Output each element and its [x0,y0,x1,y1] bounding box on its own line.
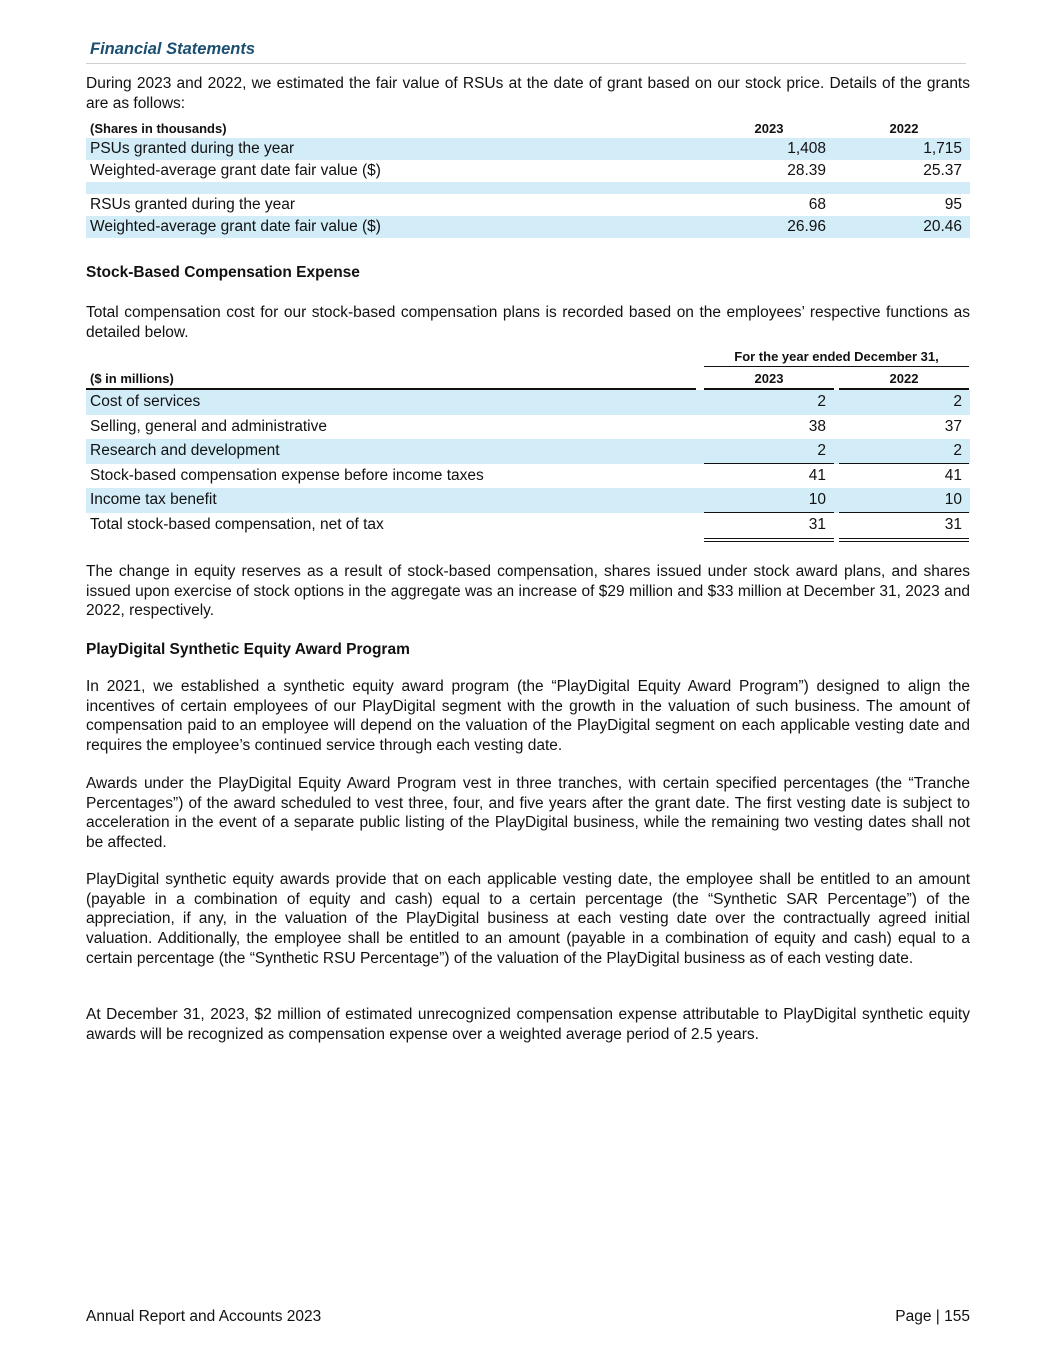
paragraph [86,774,970,853]
table-row [86,194,970,216]
cell-2023: 10 [808,491,826,508]
table-row [86,415,970,440]
section-heading: Stock-Based Compensation Expense [86,264,360,281]
cell-2023: 1,408 [787,140,826,157]
cell-2023: 31 [808,515,826,533]
row-label: Income tax benefit [90,491,217,508]
paragraph-text: Awards under the PlayDigital Equity Award Program vest in three tranches, with certain specified percentages (the “Tranche Percentages”) of the award scheduled to vest three, four, and five years after the grant date. The first vesting date is subject to acceleration in the event of a separate public listing of the PlayDigital business, while the remaining two vesting dates shall not be affected. [86,775,970,852]
column-header-label: (Shares in thousands) [90,121,227,136]
playdigital-section [86,641,970,659]
header-divider [86,63,966,64]
paragraph [86,1005,970,1044]
cell-2023: 2 [817,393,826,410]
total-double-rule [839,541,969,542]
period-header-row [86,346,970,366]
footer-page-number: Page | 155 [895,1308,970,1325]
row-label: PSUs granted during the year [90,140,295,157]
cell-2022: 2 [953,442,962,459]
grants-table [86,118,970,238]
column-header-label: ($ in millions) [90,371,174,386]
column-header-2022: 2022 [889,371,919,386]
cell-2022: 25.37 [923,162,962,179]
table-row [86,439,970,464]
table-row [86,513,970,538]
column-header-2022: 2022 [889,121,919,136]
cell-2023: 28.39 [787,162,826,179]
footer-left: Annual Report and Accounts 2023 [86,1308,322,1325]
cell-2022: 31 [944,515,962,533]
table-row [86,464,970,489]
paragraph [86,677,970,756]
section-heading: PlayDigital Synthetic Equity Award Program [86,641,410,658]
column-header-2023: 2023 [754,121,784,136]
paragraph-text: At December 31, 2023, $2 million of estimated unrecognized compensation expense attributable to PlayDigital synthetic equity awards will be recognized as compensation expense over a weighted average period of 2.5 years. [86,1006,970,1043]
equity-paragraph [86,562,970,621]
cell-2022: 95 [944,196,962,213]
total-double-rule [704,541,834,542]
total-double-rule [839,538,969,539]
sbc-text: Total compensation cost for our stock-based compensation plans is recorded based on the employees’ respective functions as detailed below. [86,304,970,341]
cell-2023: 68 [808,196,826,213]
expense-table [86,346,970,537]
table-row-spacer [86,182,970,194]
row-label: Total stock-based compensation, net of tax [90,515,384,533]
row-label: Weighted-average grant date fair value ($) [90,162,381,179]
row-label: RSUs granted during the year [90,196,296,213]
cell-2023: 2 [817,442,826,459]
table-row [86,138,970,160]
section-header: Financial Statements [90,40,256,58]
cell-2022: 37 [944,417,962,435]
cell-2022: 2 [953,393,962,410]
paragraph-text: PlayDigital synthetic equity awards provide that on each applicable vesting date, the employee shall be entitled to an amount (payable in a combination of equity and cash) equal to a certain percentage (the “Synthetic SAR Percentage”) of the appreciation, if any, in the valuation of the PlayDigital business at each vesting date over the contractually agreed initial valuation. Additionally, the employee shall be entitled to an amount (payable in a combination of equity and cash) equal to a certain percentage (the “Synthetic RSU Percentage”) of the valuation of the PlayDigital business as of each vesting date. [86,871,970,967]
table-header-row [86,366,970,389]
row-label: Selling, general and administrative [90,417,327,435]
table-header-row [86,118,970,138]
cell-2023: 41 [808,466,826,484]
row-label: Stock-based compensation expense before income taxes [90,466,484,484]
table-row [86,390,970,415]
total-double-rule [704,538,834,539]
period-header: For the year ended December 31, [734,349,939,364]
intro-text: During 2023 and 2022, we estimated the fair value of RSUs at the date of grant based on our stock price. Details of the grants are as follows: [86,75,970,112]
column-header-2023: 2023 [754,371,784,386]
sbc-section [86,264,970,282]
cell-2023: 26.96 [787,218,826,235]
cell-2022: 1,715 [923,140,962,157]
cell-2022: 10 [944,491,962,508]
equity-text: The change in equity reserves as a result of stock-based compensation, shares issued under stock award plans, and shares issued upon exercise of stock options in the aggregate was an increase of $29 million and $33 million at December 31, 2023 and 2022, respectively. [86,563,970,620]
intro-paragraph [86,74,970,113]
table-row [86,160,970,182]
row-label: Cost of services [90,393,201,410]
table-row [86,216,970,238]
sbc-paragraph [86,303,970,342]
paragraph [86,870,970,969]
cell-2023: 38 [808,417,826,435]
table-row [86,488,970,513]
paragraph-text: In 2021, we established a synthetic equity award program (the “PlayDigital Equity Award Program”) designed to align the incentives of certain employees of our PlayDigital segment with the growth in the valuation of such business. The amount of compensation paid to an employee will depend on the valuation of the PlayDigital segment on each applicable vesting date and requires the employee’s continued service through each vesting date. [86,678,970,755]
row-label: Weighted-average grant date fair value ($) [90,218,381,235]
row-label: Research and development [90,442,280,459]
cell-2022: 20.46 [923,218,962,235]
cell-2022: 41 [944,466,962,484]
